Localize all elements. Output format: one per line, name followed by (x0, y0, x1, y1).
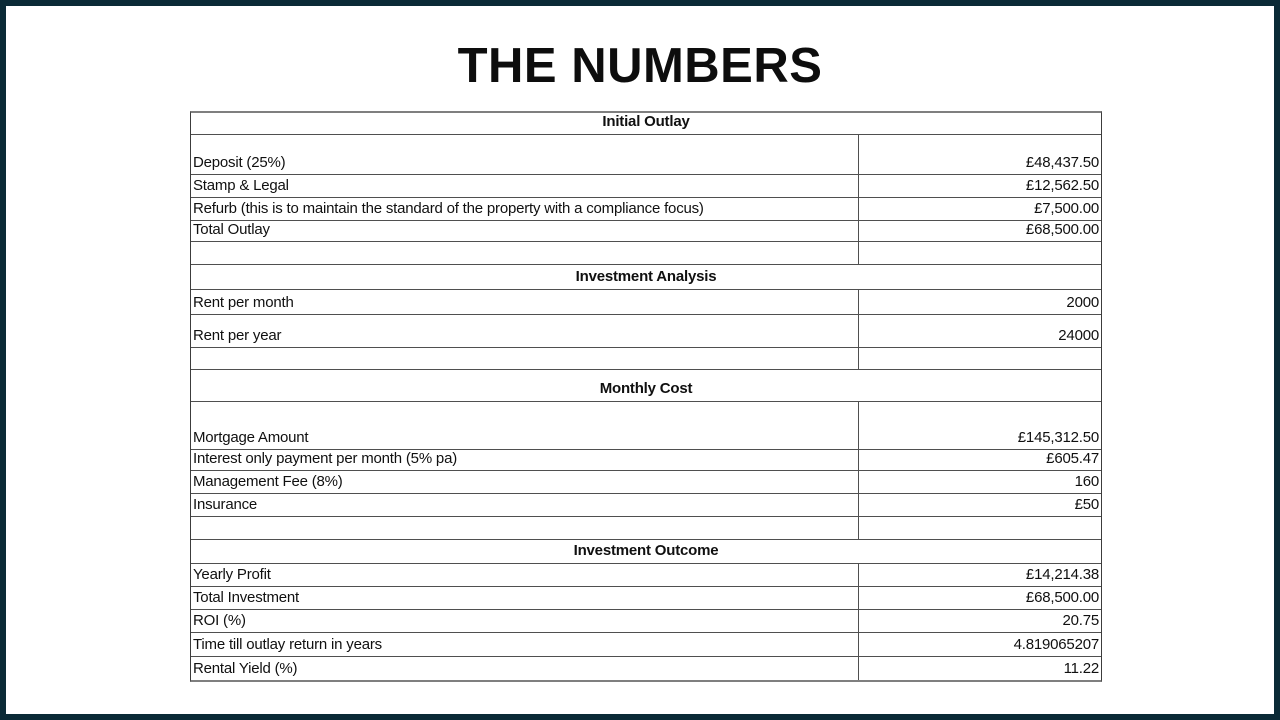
row-value: £48,437.50 (858, 135, 1101, 174)
section-header-row (191, 113, 1101, 135)
row-label (191, 348, 858, 369)
row-value: 160 (858, 471, 1101, 493)
section-header-row (191, 370, 1101, 402)
row-label: Total Outlay (193, 221, 270, 239)
row-value: 4.819065207 (858, 633, 1101, 656)
row-value: 20.75 (858, 610, 1101, 632)
row-label: Rental Yield (%) (193, 660, 298, 678)
row-label: Rent per year (193, 327, 282, 345)
slide-title: THE NUMBERS (457, 39, 823, 93)
table-row (191, 290, 1101, 315)
row-label: Insurance (193, 496, 258, 514)
row-value: £68,500.00 (858, 221, 1101, 241)
row-value (858, 348, 1101, 369)
row-label: Total Investment (193, 589, 300, 607)
section-header-label: Investment Outcome (573, 542, 719, 560)
table-row (191, 494, 1101, 517)
row-label: Mortgage Amount (193, 429, 309, 447)
row-label: Management Fee (8%) (193, 473, 343, 491)
table-row (191, 450, 1101, 471)
row-value: £605.47 (858, 450, 1101, 470)
row-label: Interest only payment per month (5% pa) (193, 450, 458, 468)
table-row (191, 315, 1101, 348)
row-value: 11.22 (858, 657, 1101, 680)
row-value: £145,312.50 (858, 402, 1101, 449)
row-label: ROI (%) (193, 612, 246, 630)
row-value: £7,500.00 (858, 198, 1101, 220)
row-label: Deposit (25%) (193, 154, 286, 172)
table-row (191, 564, 1101, 587)
row-value: 24000 (858, 315, 1101, 347)
table-row (191, 135, 1101, 175)
spacer-row (191, 517, 1101, 540)
table-row (191, 175, 1101, 198)
spacer-row (191, 348, 1101, 370)
section-header-label: Investment Analysis (575, 268, 717, 286)
table-row (191, 221, 1101, 242)
row-label: Refurb (this is to maintain the standard of the property with a compliance focus) (193, 200, 704, 218)
row-label: Time till outlay return in years (193, 636, 382, 654)
table-row (191, 402, 1101, 450)
table-row (191, 633, 1101, 657)
spacer-row (191, 242, 1101, 265)
row-label (191, 242, 858, 264)
table-row (191, 610, 1101, 633)
table-row (191, 198, 1101, 221)
row-value (858, 517, 1101, 539)
row-value: 2000 (858, 290, 1101, 314)
table-row (191, 587, 1101, 610)
row-value (858, 242, 1101, 264)
row-label: Yearly Profit (193, 566, 271, 584)
table-row (191, 471, 1101, 494)
row-value: £50 (858, 494, 1101, 516)
financial-table (190, 111, 1102, 682)
row-label: Stamp & Legal (193, 177, 289, 195)
section-header-row (191, 540, 1101, 564)
section-header-label: Initial Outlay (602, 113, 690, 131)
row-value: £12,562.50 (858, 175, 1101, 197)
row-value: £14,214.38 (858, 564, 1101, 586)
section-header-row (191, 265, 1101, 290)
row-label (191, 517, 858, 539)
table-row (191, 657, 1101, 680)
row-value: £68,500.00 (858, 587, 1101, 609)
section-header-label: Monthly Cost (599, 380, 693, 398)
row-label: Rent per month (193, 294, 294, 312)
